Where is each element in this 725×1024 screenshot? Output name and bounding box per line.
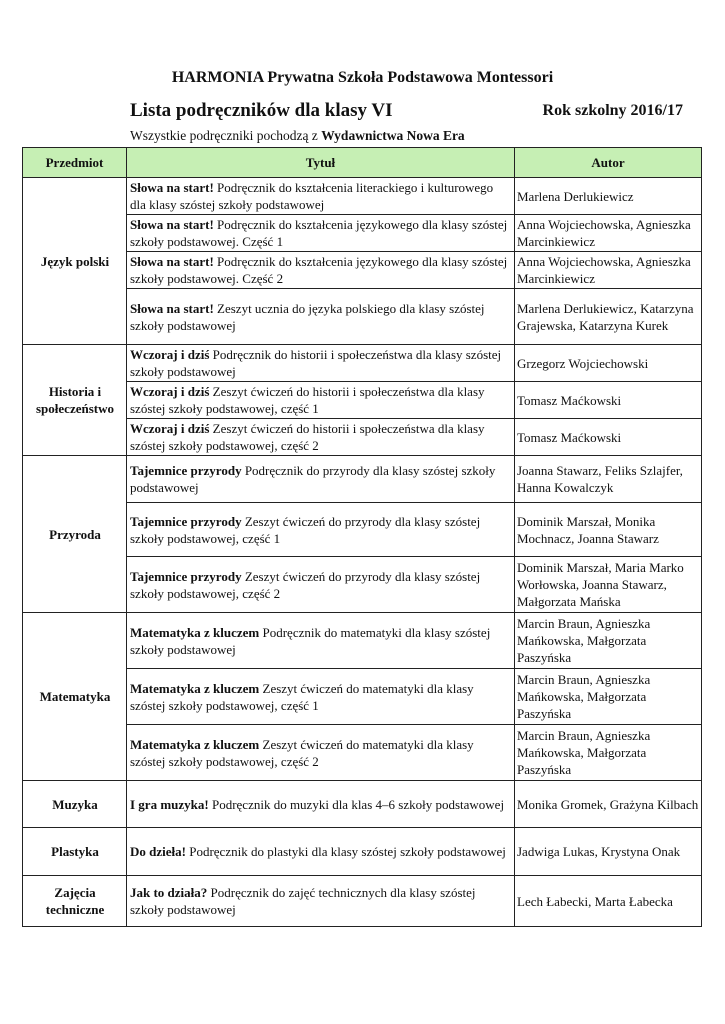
series-name: Jak to działa? xyxy=(130,885,208,900)
book-description: Zeszyt ćwiczeń do przyrody dla klasy szóstej szkoły podstawowej, część 1 xyxy=(130,513,481,546)
book-description: Zeszyt ucznia do języka polskiego dla klasy szóstej szkoły podstawowej xyxy=(130,300,485,333)
book-description: Zeszyt ćwiczeń do przyrody dla klasy szóstej szkoły podstawowej, część 2 xyxy=(130,568,481,601)
table-body xyxy=(23,178,702,927)
title-cell xyxy=(127,456,515,503)
series-name: Matematyka z kluczem xyxy=(130,624,260,640)
title-cell xyxy=(127,252,515,289)
series-name: Wczoraj i dziś xyxy=(130,421,210,436)
series-name: Słowa na start! xyxy=(130,300,214,316)
author-cell: Marlena Derlukiewicz, Katarzyna Grajewska, Katarzyna Kurek xyxy=(515,289,702,345)
book-description: Zeszyt ćwiczeń do matematyki dla klasy szóstej szkoły podstawowej, część 1 xyxy=(130,680,474,713)
author-cell: Lech Łabecki, Marta Łabecka xyxy=(515,876,702,927)
series-name: Wczoraj i dziś xyxy=(130,384,210,399)
title-cell xyxy=(127,828,515,876)
series-name: Słowa na start! xyxy=(130,217,214,232)
title-cell xyxy=(127,345,515,382)
table-row xyxy=(23,613,702,669)
author-cell: Monika Gromek, Grażyna Kilbach xyxy=(515,781,702,828)
series-name: Do dzieła! xyxy=(130,844,186,859)
table-row xyxy=(23,828,702,876)
author-cell: Dominik Marszał, Maria Marko Worłowska, Joanna Stawarz, Małgorzata Mańska xyxy=(515,557,702,613)
header-title: Tytuł xyxy=(127,148,515,178)
author-cell: Marcin Braun, Agnieszka Mańkowska, Małgorzata Paszyńska xyxy=(515,725,702,781)
book-description: Podręcznik do plastyki dla klasy szóstej szkoły podstawowej xyxy=(185,844,506,859)
author-cell: Anna Wojciechowska, Agnieszka Marcinkiewicz xyxy=(515,215,702,252)
title-cell xyxy=(127,669,515,725)
subject-cell: Zajęcia techniczne xyxy=(23,876,127,927)
textbook-table xyxy=(22,147,702,927)
series-name: Tajemnice przyrody xyxy=(130,513,242,529)
book-description: Zeszyt ćwiczeń do historii i społeczeństwa dla klasy szóstej szkoły podstawowej, część 1 xyxy=(130,384,485,416)
title-cell xyxy=(127,876,515,927)
series-name: I gra muzyka! xyxy=(130,796,209,812)
series-name: Matematyka z kluczem xyxy=(130,736,260,752)
table-row xyxy=(23,781,702,828)
publisher-note xyxy=(130,128,465,144)
author-cell: Tomasz Maćkowski xyxy=(515,382,702,419)
title-cell xyxy=(127,419,515,456)
series-name: Tajemnice przyrody xyxy=(130,568,242,584)
table-row xyxy=(23,345,702,382)
subject-cell: Język polski xyxy=(23,178,127,345)
book-description: Zeszyt ćwiczeń do matematyki dla klasy szóstej szkoły podstawowej, część 2 xyxy=(130,736,474,769)
table-row xyxy=(23,456,702,503)
series-name: Słowa na start! xyxy=(130,180,214,195)
author-cell: Jadwiga Lukas, Krystyna Onak xyxy=(515,828,702,876)
header-subject: Przedmiot xyxy=(23,148,127,178)
book-description: Podręcznik do matematyki dla klasy szóstej szkoły podstawowej xyxy=(130,624,491,657)
author-cell: Marcin Braun, Agnieszka Mańkowska, Małgorzata Paszyńska xyxy=(515,669,702,725)
book-description: Podręcznik do muzyki dla klas 4–6 szkoły podstawowej xyxy=(208,796,505,812)
title-cell xyxy=(127,781,515,828)
book-description: Podręcznik do przyrody dla klasy szóstej szkoły podstawowej xyxy=(130,463,496,495)
title-cell xyxy=(127,215,515,252)
table-row xyxy=(23,178,702,215)
author-cell: Grzegorz Wojciechowski xyxy=(515,345,702,382)
book-description: Podręcznik do historii i społeczeństwa dla klasy szóstej szkoły podstawowej xyxy=(130,347,502,379)
subject-cell: Przyroda xyxy=(23,456,127,613)
series-name: Matematyka z kluczem xyxy=(130,680,260,696)
subject-cell: Muzyka xyxy=(23,781,127,828)
book-description: Podręcznik do kształcenia literackiego i kulturowego dla klasy szóstej szkoły podstawowej xyxy=(130,180,494,212)
table-header-row xyxy=(23,148,702,178)
series-name: Wczoraj i dziś xyxy=(130,347,210,362)
author-cell: Marlena Derlukiewicz xyxy=(515,178,702,215)
title-cell xyxy=(127,613,515,669)
list-title: Lista podręczników dla klasy VI xyxy=(130,100,393,121)
title-cell xyxy=(127,178,515,215)
school-name: HARMONIA Prywatna Szkoła Podstawowa Montessori xyxy=(171,69,554,86)
author-cell: Tomasz Maćkowski xyxy=(515,419,702,456)
title-cell xyxy=(127,557,515,613)
subject-cell: Matematyka xyxy=(23,613,127,781)
series-name: Tajemnice przyrody xyxy=(130,463,242,478)
title-cell xyxy=(127,289,515,345)
book-description: Podręcznik do kształcenia językowego dla klasy szóstej szkoły podstawowej. Część 2 xyxy=(130,254,508,286)
author-cell: Joanna Stawarz, Feliks Szlajfer, Hanna Kowalczyk xyxy=(515,456,702,503)
table-row xyxy=(23,876,702,927)
author-cell: Anna Wojciechowska, Agnieszka Marcinkiewicz xyxy=(515,252,702,289)
subject-cell: Plastyka xyxy=(23,828,127,876)
author-cell: Dominik Marszał, Monika Mochnacz, Joanna Stawarz xyxy=(515,503,702,557)
author-cell: Marcin Braun, Agnieszka Mańkowska, Małgorzata Paszyńska xyxy=(515,613,702,669)
title-cell xyxy=(127,503,515,557)
title-cell xyxy=(127,382,515,419)
book-description: Podręcznik do zajęć technicznych dla klasy szóstej szkoły podstawowej xyxy=(130,885,476,917)
series-name: Słowa na start! xyxy=(130,254,214,269)
subject-cell: Historia i społeczeństwo xyxy=(23,345,127,456)
book-description: Zeszyt ćwiczeń do historii i społeczeństwa dla klasy szóstej szkoły podstawowej, część 2 xyxy=(130,421,485,453)
title-cell xyxy=(127,725,515,781)
header-author: Autor xyxy=(515,148,702,178)
school-year: Rok szkolny 2016/17 xyxy=(542,102,683,119)
note-prefix: Wszystkie podręczniki pochodzą z xyxy=(130,128,318,143)
note-publisher: Wydawnictwa Nowa Era xyxy=(321,128,465,143)
book-description: Podręcznik do kształcenia językowego dla klasy szóstej szkoły podstawowej. Część 1 xyxy=(130,217,508,249)
